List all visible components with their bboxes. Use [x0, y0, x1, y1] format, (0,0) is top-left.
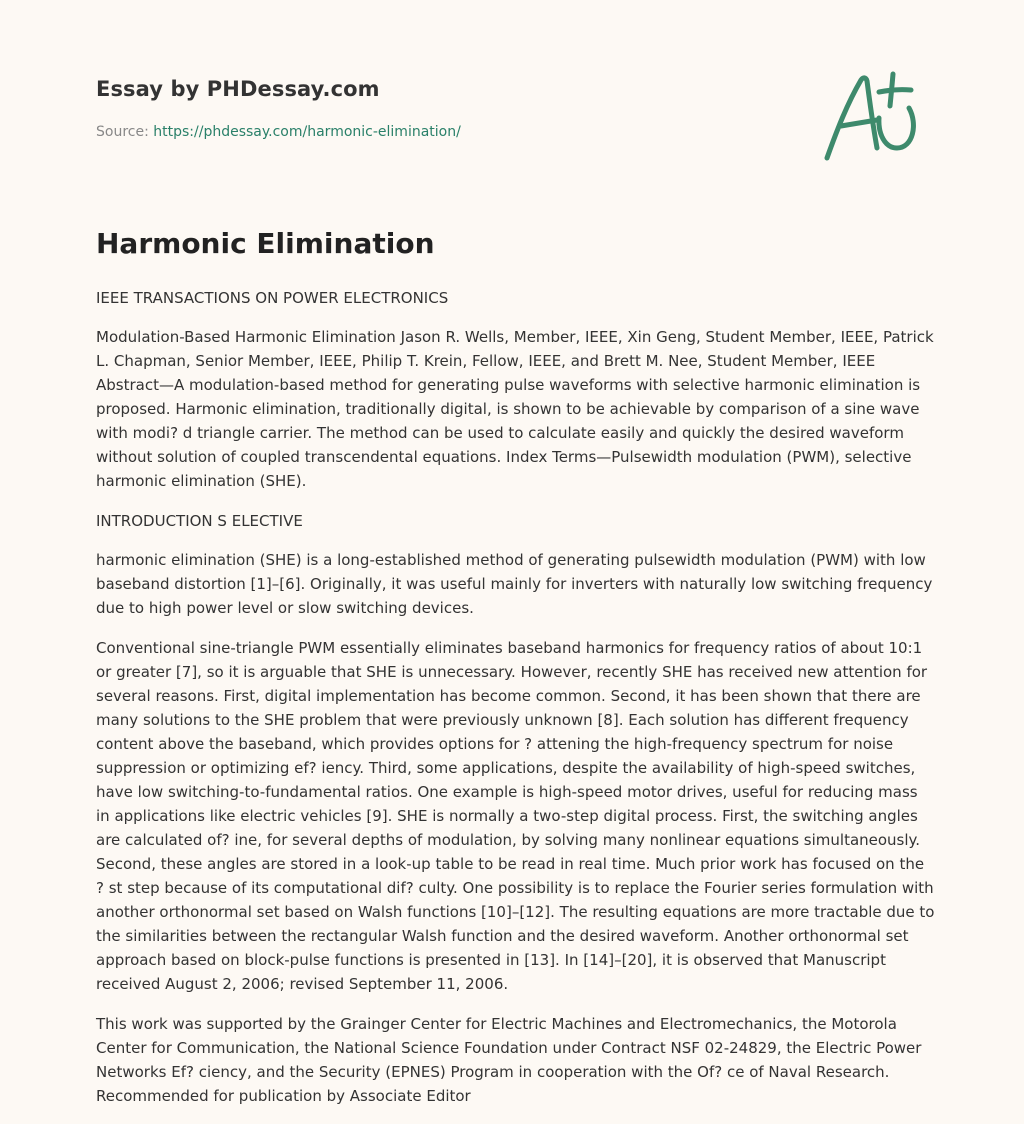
site-title: Essay by PHDessay.com	[96, 77, 380, 101]
source-label: Source:	[96, 124, 149, 140]
header	[96, 0, 936, 200]
abstract-paragraph: Modulation-Based Harmonic Elimination Jason R. Wells, Member, IEEE, Xin Geng, Student Member, IEEE, Patrick L. Chapman, Senior Member, IEEE, Philip T. Krein, Fellow, IEEE, and Brett M. Nee, Student Member, IEEE Abstract—A modulation-based method for generating pulse waveforms with selective harmonic elimination is proposed. Harmonic elimination, traditionally digital, is shown to be achievable by comparison of a sine wave with modi? d triangle carrier. The method can be used to calculate easily and quickly the desired waveform without solution of coupled transcendental equations. Index Terms—Pulsewidth modulation (PWM), selective harmonic elimination (SHE).	[96, 328, 934, 490]
source-line	[96, 124, 461, 140]
a-plus-logo-icon	[823, 68, 925, 164]
journal-name: IEEE TRANSACTIONS ON POWER ELECTRONICS	[96, 289, 449, 307]
body-paragraph: harmonic elimination (SHE) is a long-established method of generating pulsewidth modulation (PWM) with low baseband distortion [1]–[6]. Originally, it was useful mainly for inverters with naturally low switching frequency due to high power level or slow switching devices.	[96, 551, 933, 617]
document-title: Harmonic Elimination	[96, 227, 435, 260]
body-paragraph: Conventional sine-triangle PWM essentially eliminates baseband harmonics for frequency ratios of about 10:1 or greater [7], so it is arguable that SHE is unnecessary. However, recently SHE has received new attention for several reasons. First, digital implementation has become common. Second, it has been shown that there are many solutions to the SHE problem that were previously unknown [8]. Each solution has different frequency content above the baseband, which provides options for ? attening the high-frequency spectrum for noise suppression or optimizing ef? iency. Third, some applications, despite the availability of high-speed switches, have low switching-to-fundamental ratios. One example is high-speed motor drives, useful for reducing mass in applications like electric vehicles [9]. SHE is normally a two-step digital process. First, the switching angles are calculated of? ine, for several depths of modulation, by solving many nonlinear equations simultaneously. Second, these angles are stored in a look-up table to be read in real time. Much prior work has focused on the ? st step because of its computational dif? culty. One possibility is to replace the Fourier series formulation with another orthonormal set based on Walsh functions [10]–[12]. The resulting equations are more tractable due to the similarities between the rectangular Walsh function and the desired waveform. Another orthonormal set approach based on block-pulse functions is presented in [13]. In [14]–[20], it is observed that Manuscript received August 2, 2006; revised September 11, 2006.	[96, 639, 935, 993]
document-body	[96, 286, 936, 1124]
source-link[interactable]: https://phdessay.com/harmonic-elimination/	[153, 124, 461, 140]
section-heading: INTRODUCTION S ELECTIVE	[96, 512, 303, 530]
body-paragraph: This work was supported by the Grainger Center for Electric Machines and Electromechanics, the Motorola Center for Communication, the National Science Foundation under Contract NSF 02-24829, the Electric Power Networks Ef? ciency, and the Security (EPNES) Program in cooperation with the Of? ce of Naval Research. Recommended for publication by Associate Editor	[96, 1015, 922, 1105]
page	[96, 0, 936, 1105]
